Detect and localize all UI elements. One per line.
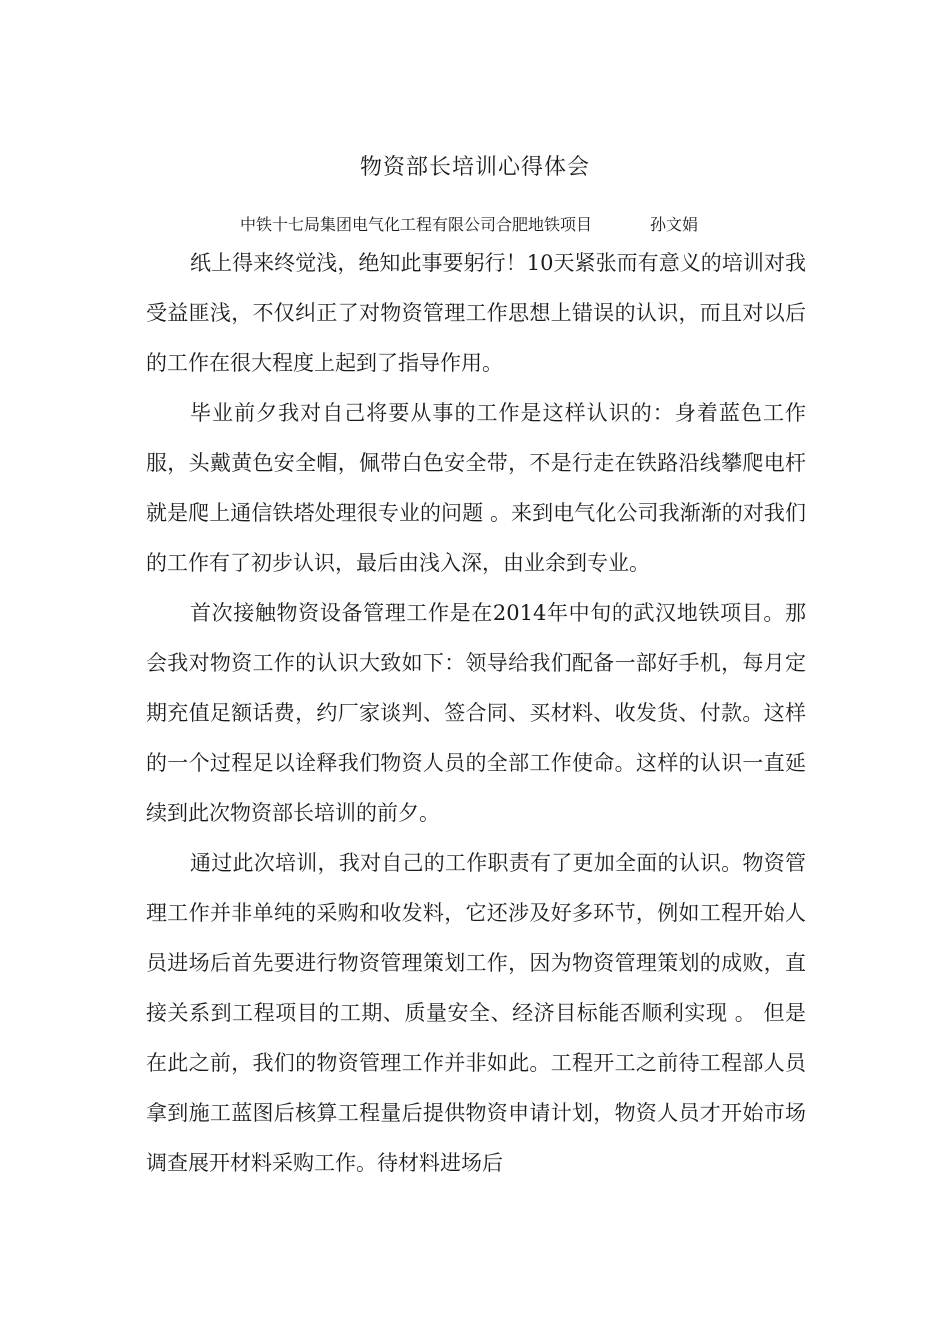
byline	[240, 212, 760, 238]
paragraph-3: 首次接触物资设备管理工作是在2014年中旬的武汉地铁项目。那会我对物资工作的认识大致如下：领导给我们配备一部好手机，每月定期充值足额话费，约厂家谈判、签合同、买材料、收发货、付款。这样的一个过程足以诠释我们物资人员的全部工作使命。这样的认识一直延续到此次物资部长培训的前夕。	[146, 601, 806, 825]
byline-organization: 中铁十七局集团电气化工程有限公司合肥地铁项目	[240, 215, 593, 234]
paragraph-4: 通过此次培训，我对自己的工作职责有了更加全面的认识。物资管理工作并非单纯的采购和收发料，它还涉及好多环节，例如工程开始人员进场后首先要进行物资管理策划工作，因为物资管理策划的成败，直接关系到工程项目的工期、质量安全、经济目标能否顺利实现 。 但是在此之前，我们的物资管理工作并非如此。工程开工之前待工程部人员拿到施工蓝图后核算工程量后提供物资申请计划，物资人员才开始市场调查展开材料采购工作。待材料进场后	[146, 851, 806, 1175]
paragraph-2: 毕业前夕我对自己将要从事的工作是这样认识的：身着蓝色工作服，头戴黄色安全帽，佩带白色安全带，不是行走在铁路沿线攀爬电杆就是爬上通信铁塔处理很专业的问题 。来到电气化公司我渐渐的对我们的工作有了初步认识，最后由浅入深，由业余到专业。	[146, 401, 806, 575]
document-title: 物资部长培训心得体会	[359, 155, 590, 180]
paragraph-1: 纸上得来终觉浅，绝知此事要躬行！10天紧张而有意义的培训对我受益匪浅，不仅纠正了对物资管理工作思想上错误的认识，而且对以后的工作在很大程度上起到了指导作用。	[146, 251, 806, 375]
document-body	[146, 238, 806, 1188]
byline-author: 孙文娟	[650, 215, 699, 234]
